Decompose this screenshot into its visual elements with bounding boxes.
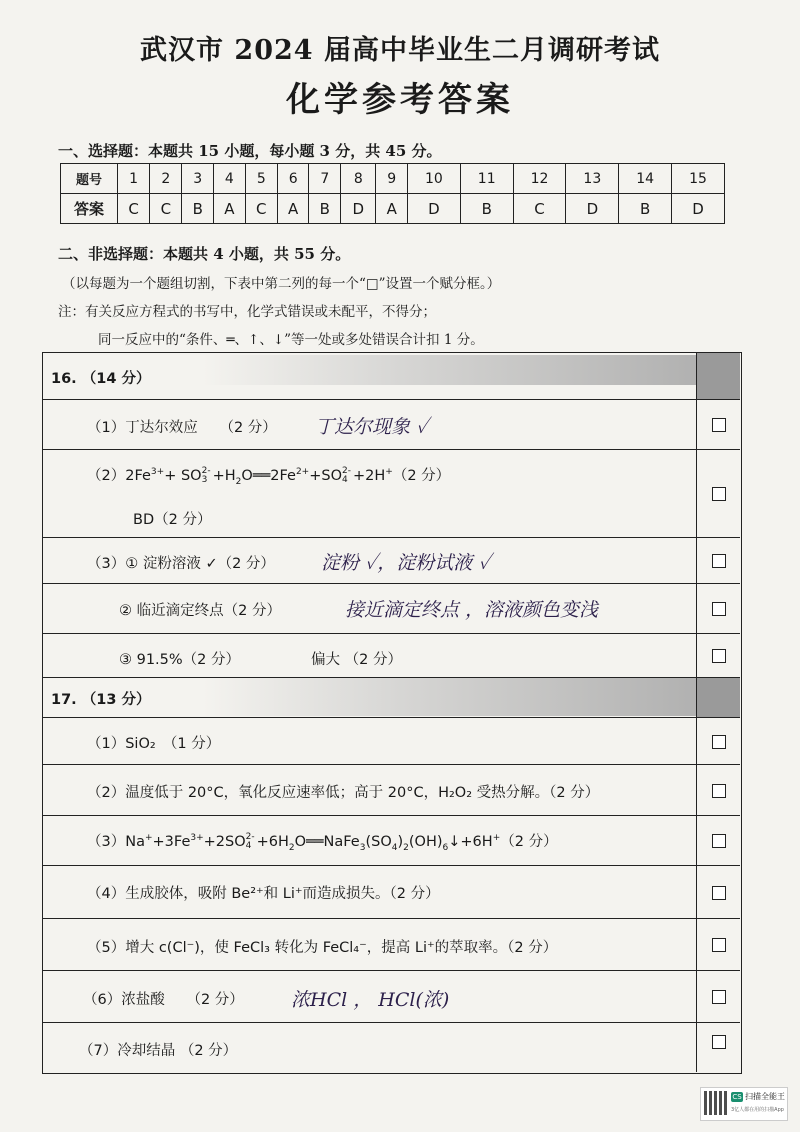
score-cell [696,816,740,866]
q17-2-answer: （2）温度低于 20°C，氧化反应速率低；高于 20°C，H₂O₂ 受热分解。（2 分） [87,785,600,801]
answer-title: 化学参考答案 [286,80,514,120]
answer-cell: B [182,194,214,224]
q17-3-row [43,816,696,866]
q17-6-row [43,971,696,1023]
choice-answer-table [60,163,725,224]
question-number: 6 [277,164,309,194]
q17-4-answer: （4）生成胶体，吸附 Be²⁺和 Li⁺而造成损失。（2 分） [87,886,440,902]
score-cell [696,353,740,400]
question-number: 14 [619,164,672,194]
q16-3-2-answer: ② 临近滴定终点（2 分） [119,603,281,619]
eq-prefix: （2）2Fe [87,468,151,484]
grading-note: （以每题为一个题组切割，下表中第二列的每一个“□”设置一个赋分框。） [62,276,501,292]
question-number: 11 [460,164,513,194]
score-cell [696,634,740,678]
score-checkbox[interactable] [712,649,726,663]
score-cell [696,718,740,765]
score-checkbox[interactable] [712,1035,726,1049]
q17-3-equation: $(3)Na^++3Fe^{3+}+2SO2-$ $4 +6H_2O══NaFe_3(SO_4)_2(OH)_6↓+6H^+(2$ 分） [87,832,558,853]
question-number: 5 [245,164,277,194]
number-row [61,164,725,194]
q16-1-answer: （1）丁达尔效应 （2 分） [87,420,277,436]
answer-cell: B [460,194,513,224]
deduction-note: 同一反应中的“条件、═、↑、↓”等一处或多处错误合计扣 1 分。 [98,332,484,348]
q16-heading: 16. （14 分） [51,371,151,387]
q16-3-3-row [43,634,696,678]
answer-cell: C [118,194,150,224]
question-number: 9 [376,164,408,194]
q17-heading: 17. （13 分） [51,692,151,708]
scan-shading [203,678,696,716]
answer-row [61,194,725,224]
score-cell [696,584,740,634]
question-number: 2 [150,164,182,194]
q17-5-answer: （5）增大 c(Cl⁻)，使 FeCl₃ 转化为 FeCl₄⁻，提高 Li⁺的萃取率。（2 分） [87,940,558,956]
q16-3-answer: （3）① 淀粉溶液 ✓（2 分） [87,556,275,572]
exam-title: 武汉市 2024 届高中毕业生二月调研考试 [140,35,660,66]
score-cell [696,450,740,538]
question-number: 4 [214,164,246,194]
q17-7-answer: （7）冷却结晶 （2 分） [79,1043,238,1059]
answer-cell: A [214,194,246,224]
score-cell [696,400,740,450]
section1-heading: 一、选择题：本题共 15 小题，每小题 3 分，共 45 分。 [58,142,442,160]
equation-note: 注：有关反应方程式的书写中，化学式错误或未配平，不得分； [58,304,436,320]
answer-cell: D [672,194,725,224]
q16-2-row [43,450,696,538]
q16-3-handwriting: 淀粉 ✓，淀粉试液 ✓ [321,552,491,574]
q17-6-answer: （6）浓盐酸 （2 分） [83,992,244,1008]
score-cell [696,971,740,1023]
score-checkbox[interactable] [712,784,726,798]
q16-1-row [43,400,696,450]
answer-cell: C [150,194,182,224]
score-checkbox[interactable] [712,990,726,1004]
score-cell [696,919,740,971]
answer-cell: C [245,194,277,224]
score-cell [696,866,740,919]
question-number: 8 [341,164,376,194]
answer-cell: B [619,194,672,224]
q16-header-row [43,353,696,400]
number-label: 题号 [61,164,118,194]
answer-cell: A [376,194,408,224]
question-number: 7 [309,164,341,194]
q16-3-row [43,538,696,584]
answer-cell: D [566,194,619,224]
question-number: 13 [566,164,619,194]
scan-shading [203,355,696,385]
q16-1-handwriting: 丁达尔现象 ✓ [315,416,429,438]
q16-3-2-handwriting: 接近滴定终点 ，溶液颜色变浅 [345,599,599,621]
q17-7-row [43,1023,696,1072]
scanner-watermark [700,1087,788,1121]
score-checkbox[interactable] [712,886,726,900]
score-cell [696,1023,740,1072]
score-checkbox[interactable] [712,554,726,568]
score-cell [696,538,740,584]
answer-cell: C [513,194,566,224]
q17-6-handwriting: 浓HCl ， HCl(浓) [291,989,450,1011]
q17-5-row [43,919,696,971]
question-number: 1 [118,164,150,194]
q17-1-answer: （1）SiO₂ （1 分） [87,736,221,752]
answer-label: 答案 [61,194,118,224]
section2-heading: 二、非选择题：本题共 4 小题，共 55 分。 [58,245,351,263]
question-number: 3 [182,164,214,194]
scoring-grid [42,352,742,1074]
score-checkbox[interactable] [712,938,726,952]
score-checkbox[interactable] [712,418,726,432]
answer-cell: D [341,194,376,224]
cs-logo-icon: CS [732,1093,742,1101]
q16-3-3-answer-b: 偏大 （2 分） [311,652,402,668]
answer-cell: B [309,194,341,224]
answer-cell: D [408,194,461,224]
question-number: 15 [672,164,725,194]
qr-code-icon [704,1091,728,1115]
q16-3-2-row [43,584,696,634]
score-checkbox[interactable] [712,834,726,848]
score-checkbox[interactable] [712,735,726,749]
answer-cell: A [277,194,309,224]
q16-2-equation: $(2)2Fe^{3+}+ SO2-$ $3 +H_2O══2Fe^{2+}+SO2-$ 4 +2H+（2 分） [87,466,451,487]
stamp-subtitle: 3亿人都在用的扫描App [731,1107,784,1113]
score-cell [696,765,740,816]
q16-3-3-answer: ③ 91.5%（2 分） [119,652,241,668]
score-cell [696,678,740,718]
score-checkbox[interactable] [712,487,726,501]
q17-4-row [43,866,696,919]
question-number: 10 [408,164,461,194]
stamp-name: 扫描全能王 [745,1092,785,1101]
score-checkbox[interactable] [712,602,726,616]
q17-header-row [43,678,696,718]
q17-1-row [43,718,696,765]
q16-2-choice: BD（2 分） [133,512,212,528]
question-number: 12 [513,164,566,194]
q17-2-row [43,765,696,816]
